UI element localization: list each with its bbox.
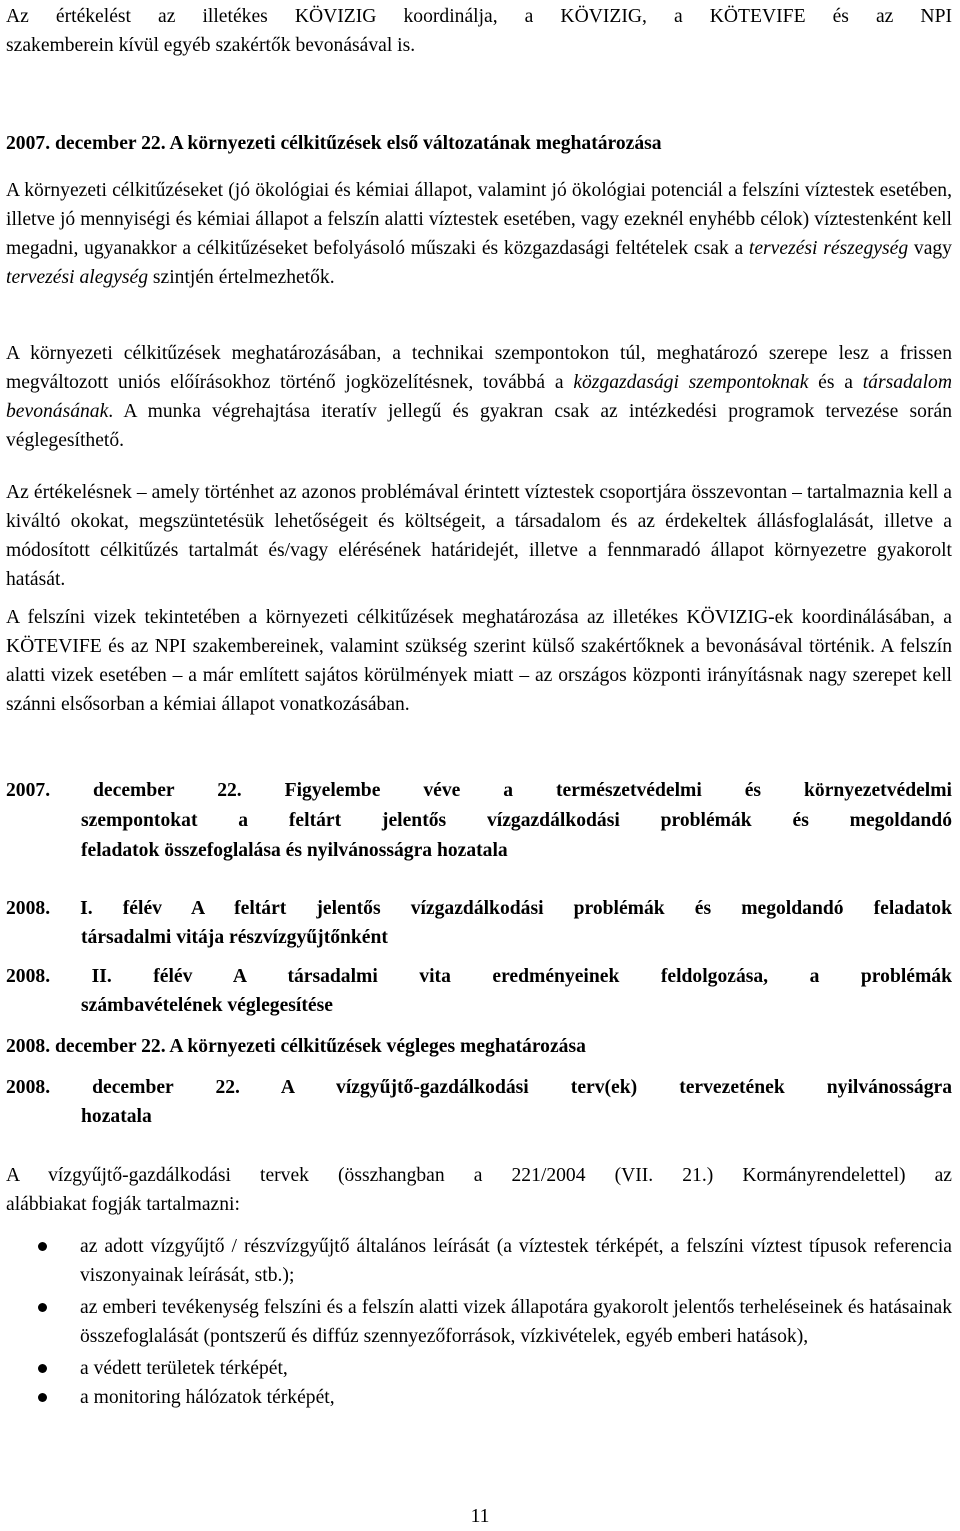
paragraph-objectives: A környezeti célkitűzéseket (jó ökológiai és kémiai állapot, valamint jó ökológiai potenciál a felszíni víztestek esetében, illetve jó mennyiségi és kémiai állapot a felszín alatti víztestek esetében, vagy ezeknél enyhébb célok) víztestenként kell megadni, ugyanakkor a célkitűzéseket befolyásoló műszaki és közgazdasági feltételek csak a tervezési részegység vagy tervezési alegység szintjén értelmezhetők. bbox=[6, 180, 952, 288]
bullet-icon bbox=[38, 1364, 47, 1373]
intro-paragraph: Az értékelést az illetékes KÖVIZIG koordinálja, a KÖVIZIG, a KÖTEVIFE és az NPI szakemberein kívül egyéb szakértők bevonásával is. bbox=[6, 6, 952, 56]
milestone-2008-h2: 2008. II. félév A társadalmi vita eredményeinek feldolgozása, a problémák számbavételének véglegesítése bbox=[6, 966, 952, 1016]
bullet-icon bbox=[38, 1393, 47, 1402]
paragraph-determination: A környezeti célkitűzések meghatározásában, a technikai szempontokon túl, meghatározó szerepe lesz a frissen megváltozott uniós előírásokhoz történő jogközelítésnek, továbbá a közgazdasági szempontoknak és a társadalom bevonásának. A munka végrehajtása iteratív jellegű és gyakran csak az intézkedési programok tervezése során véglegesíthető. bbox=[6, 343, 952, 451]
list-item: az emberi tevékenység felszíni és a felszín alatti vizek állapotára gyakorolt jelentős terheléseinek és hatásainak összefoglalását (pontszerű és diffúz szennyezőforrások, vízkivételek, egyéb emberi hatások), bbox=[0, 1293, 952, 1351]
contents-bullet-list bbox=[0, 1232, 952, 1412]
paragraph-plan-contents: A vízgyűjtő-gazdálkodási tervek (összhangban a 221/2004 (VII. 21.) Kormányrendelettel) az alábbiakat fogják tartalmazni: bbox=[6, 1165, 952, 1215]
paragraph-evaluation: Az értékelésnek – amely történhet az azonos problémával érintett víztestek csoportjára összevontan – tartalmaznia kell a kiváltó okokat, megszüntetésük lehetőségeit és költségeit, a társadalom és az érdekeltek állásfoglalását, illetve a módosított célkitűzés tartalmát és/vagy elérésének határidejét, illetve a fennmaradó állapot környezetre gyakorolt hatását. bbox=[6, 482, 952, 590]
paragraph-surface-waters: A felszíni vizek tekintetében a környezeti célkitűzések meghatározása az illetékes KÖVIZIG-ek koordinálásában, a KÖTEVIFE és az NPI szakembereinek, valamint szükség szerint külső szakértőknek a bevonásával történik. A felszín alatti vizek esetében – a már említett sajátos körülmények miatt – az országos központi irányításnak nagy szerepet kell szánni elsősorban a kémiai állapot vonatkozásában. bbox=[6, 607, 952, 715]
milestone-2008-plan-draft: 2008. december 22. A vízgyűjtő-gazdálkodási terv(ek) tervezetének nyilvánosságra hozatala bbox=[6, 1077, 952, 1127]
list-item: az adott vízgyűjtő / részvízgyűjtő általános leírását (a víztestek térképét, a felszíni víztest típusok referencia viszonyainak leírását, stb.); bbox=[0, 1232, 952, 1290]
bullet-icon bbox=[38, 1303, 47, 1312]
bullet-icon bbox=[38, 1242, 47, 1251]
milestone-title: A környezeti célkitűzések első változatának meghatározása bbox=[169, 133, 662, 154]
page-number: 11 bbox=[470, 1506, 490, 1527]
milestone-date: 2007. december 22. bbox=[6, 133, 166, 154]
list-item: a monitoring hálózatok térképét, bbox=[0, 1383, 952, 1412]
milestone-2007-problems: 2007. december 22. Figyelembe véve a természetvédelmi és környezetvédelmi szempontokat a feltárt jelentős vízgazdálkodási problémák és megoldandó feladatok összefoglalása és nyilvánosságra hozatala bbox=[6, 780, 952, 861]
list-item: a védett területek térképét, bbox=[0, 1354, 952, 1383]
milestone-2007-first-objectives bbox=[6, 129, 952, 158]
milestone-2008-h1: 2008. I. félév A feltárt jelentős vízgazdálkodási problémák és megoldandó feladatok társadalmi vitája részvízgyűjtőnként bbox=[6, 898, 952, 948]
milestone-2008-final-objectives: 2008. december 22. A környezeti célkitűzések végleges meghatározása bbox=[6, 1036, 586, 1057]
